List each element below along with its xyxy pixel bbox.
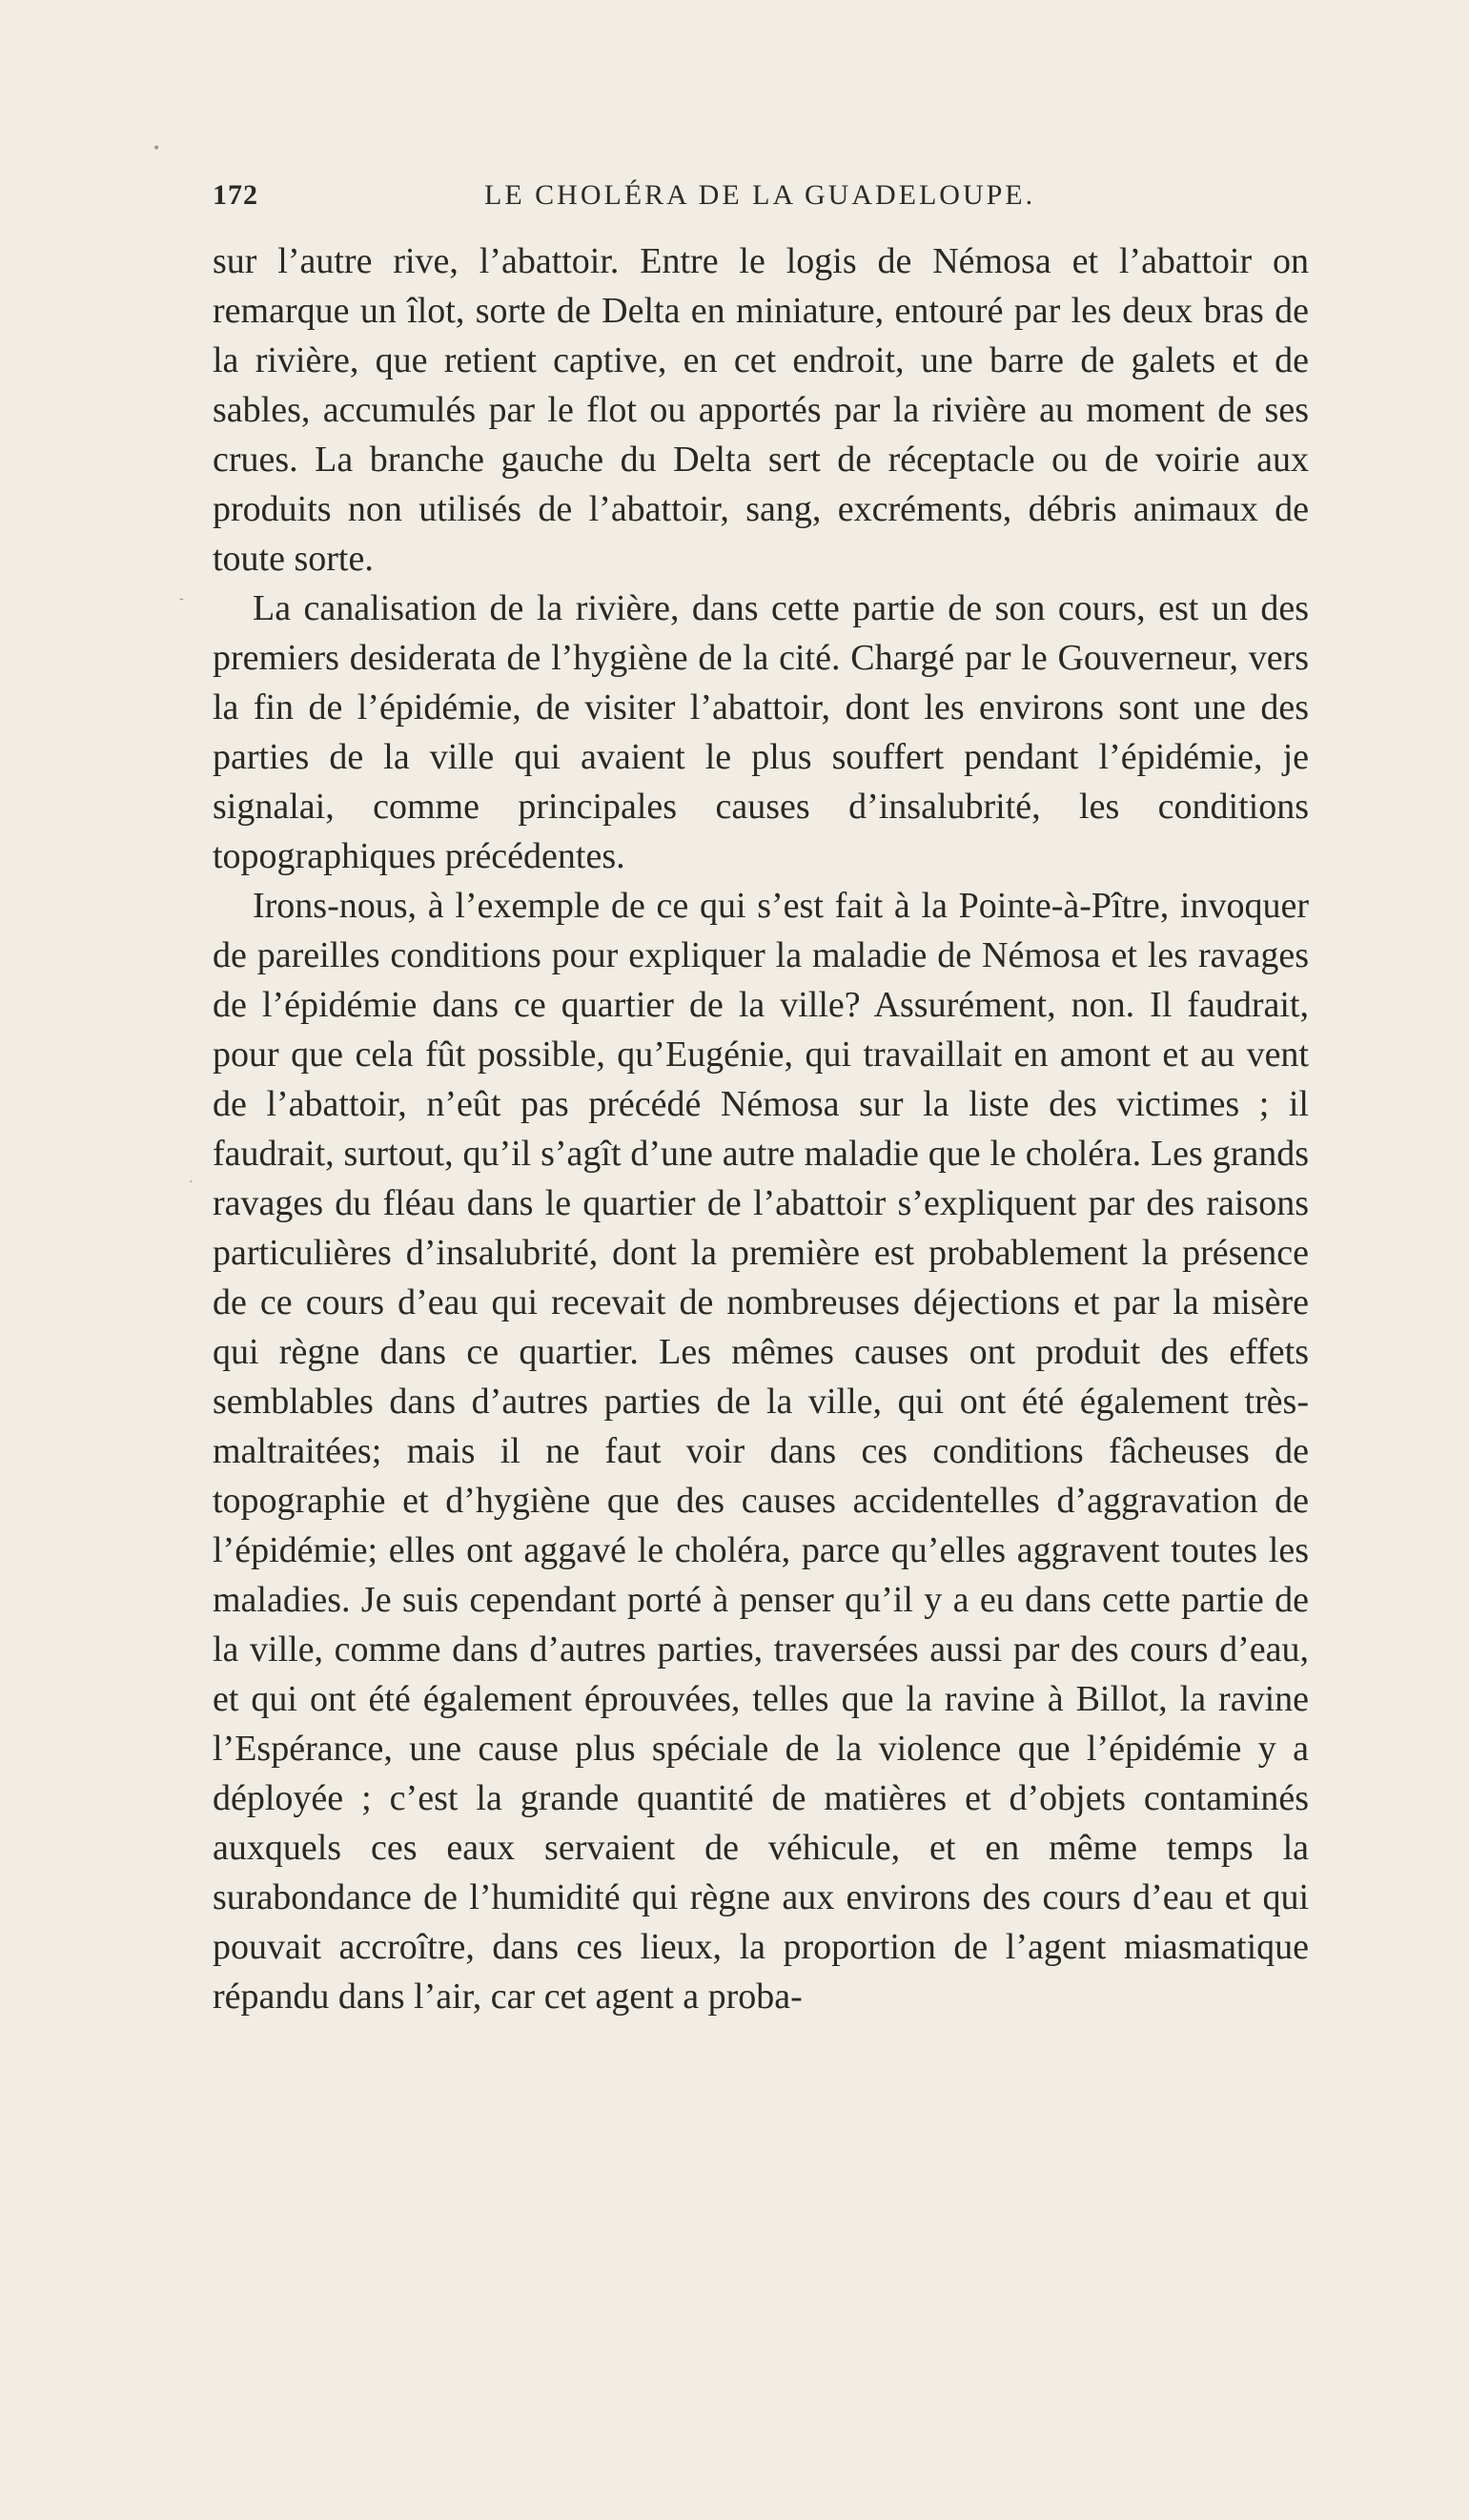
page-speck-mark: •	[153, 141, 161, 156]
page-number: 172	[213, 179, 258, 211]
paragraph-continued: sur l’autre rive, l’abattoir. Entre le logis de Némosa et l’abattoir on remarque un îlot, sorte de Delta en miniature, entouré par les deux bras de la rivière, que retient captive, en cet endroit, une barre de galets et de sables, accumulés par le flot ou apportés par la rivière au moment de ses crues. La branche gauche du Delta sert de réceptacle ou de voirie aux produits non utilisés de l’abattoir, sang, excréments, débris animaux de toute sorte.	[213, 241, 1309, 579]
margin-dot-mark: ·	[189, 1175, 194, 1190]
margin-dash-mark: -	[179, 591, 184, 606]
running-title: LE CHOLÉRA DE LA GUADELOUPE.	[484, 179, 1036, 211]
paragraph-irons-nous: Irons-nous, à l’exemple de ce qui s’est fait à la Pointe-à-Pître, invoquer de pareilles conditions pour expliquer la maladie de Némosa et les ravages de l’épidémie dans ce quartier de la ville? Assurément, non. Il faudrait, pour que cela fût possible, qu’Eugénie, qui travaillait en amont et au vent de l’abattoir, n’eût pas précédé Némosa sur la liste des victimes ; il faudrait, surtout, qu’il s’agît d’une autre maladie que le choléra. Les grands ravages du fléau dans le quartier de l’abattoir s’expliquent par des raisons particulières d’insalubrité, dont la première est probablement la présence de ce cours d’eau qui recevait de nombreuses déjections et par la misère qui règne dans ce quartier. Les mêmes causes ont produit des effets semblables dans d’autres parties de la ville, qui ont été également très-maltraitées; mais il ne faut voir dans ces conditions fâcheuses de topographie et d’hygiène que des causes accidentelles d’aggravation de l’épidémie; elles ont aggavé le choléra, parce qu’elles aggravent toutes les maladies. Je suis cependant porté à penser qu’il y a eu dans cette partie de la ville, comme dans d’autres parties, traversées aussi par des cours d’eau, et qui ont été également éprouvées, telles que la ravine à Billot, la ravine l’Espérance, une cause plus spéciale de la violence que l’épidémie y a déployée ; c’est la grande quantité de matières et d’objets contaminés auxquels ces eaux servaient de véhicule, et en même temps la surabondance de l’humidité qui règne aux environs des cours d’eau et qui pouvait accroître, dans ces lieux, la proportion de l’agent miasmatique répandu dans l’air, car cet agent a proba-	[213, 886, 1309, 2017]
paragraph-canalisation: La canalisation de la rivière, dans cette partie de son cours, est un des premiers desiderata de l’hygiène de la cité. Chargé par le Gouverneur, vers la fin de l’épidémie, de visiter l’abattoir, dont les environs sont une des parties de la ville qui avaient le plus souffert pendant l’épidémie, je signalai, comme principales causes d’insalubrité, les conditions topographiques précédentes.	[213, 588, 1309, 876]
running-header	[213, 179, 1309, 227]
body-text	[213, 236, 1309, 2021]
